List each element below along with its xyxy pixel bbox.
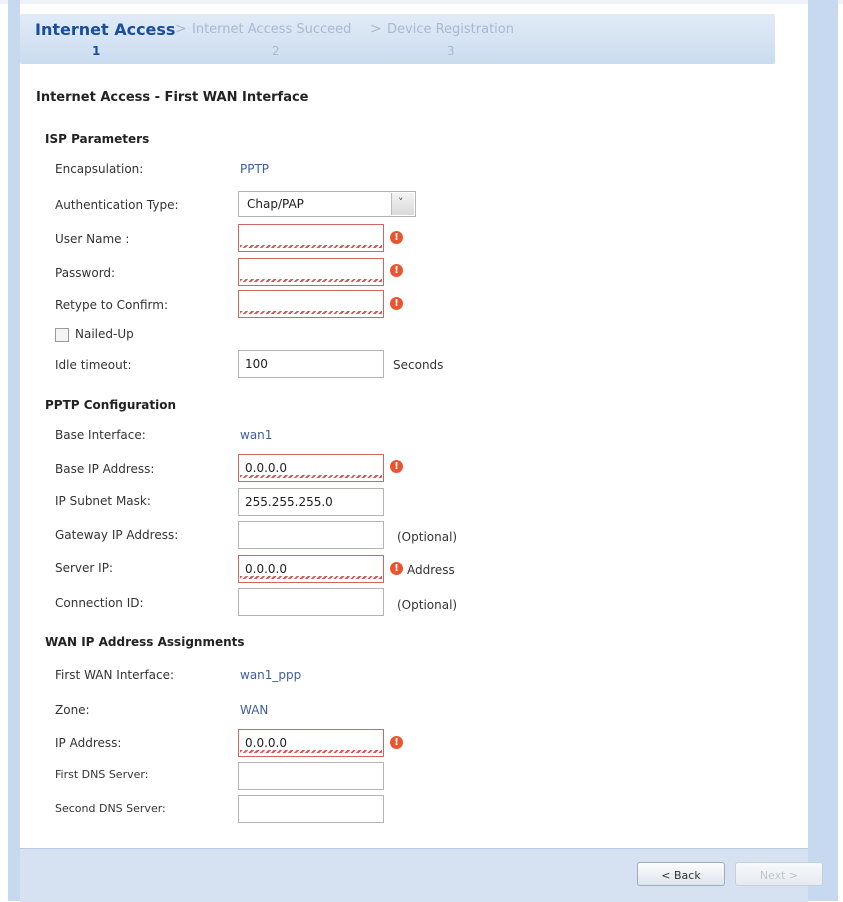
step-1-number: 1 [92,44,101,58]
connection-id-optional-note: (Optional) [397,598,458,612]
back-button[interactable]: < Back [637,862,725,886]
authentication-type-label: Authentication Type: [55,198,179,212]
first-wan-interface-label: First WAN Interface: [55,668,175,682]
warning-icon: ! [390,736,403,749]
wan-ip-assignments-heading: WAN IP Address Assignments [45,635,245,649]
step-3-number: 3 [447,44,455,58]
encapsulation-label: Encapsulation: [55,162,144,176]
warning-icon: ! [390,460,403,473]
next-button[interactable]: Next > [735,862,823,886]
validation-underline [240,576,382,579]
window-left-frame [8,0,20,901]
step-2-number: 2 [272,44,280,58]
step-internet-access-succeed[interactable]: Internet Access Succeed [192,22,352,37]
window-right-frame [808,0,838,901]
validation-underline [240,750,382,753]
first-dns-server-input[interactable] [238,762,384,790]
base-interface-label: Base Interface: [55,428,146,442]
step-internet-access[interactable]: Internet Access [35,20,176,39]
gateway-ip-address-input[interactable] [238,521,384,549]
chevron-down-icon: ˅ [398,196,404,209]
warning-icon: ! [390,264,403,277]
authentication-type-select[interactable] [238,191,416,217]
isp-parameters-heading: ISP Parameters [45,132,150,146]
zone-label: Zone: [55,703,90,717]
retype-confirm-label: Retype to Confirm: [55,298,169,312]
pptp-configuration-heading: PPTP Configuration [45,398,177,412]
connection-id-label: Connection ID: [55,596,144,610]
second-dns-server-label: Second DNS Server: [55,802,166,815]
idle-timeout-unit: Seconds [393,358,444,372]
authentication-type-selected: Chap/PAP [247,197,304,211]
idle-timeout-label: Idle timeout: [55,358,132,372]
ip-subnet-mask-input[interactable] [238,488,384,516]
validation-underline [240,311,382,314]
warning-icon: ! [390,562,403,575]
server-ip-suffix: Address [407,563,455,577]
server-ip-label: Server IP: [55,561,113,575]
gateway-ip-address-label: Gateway IP Address: [55,528,179,542]
validation-underline [240,279,382,282]
validation-underline [240,245,382,248]
validation-underline [240,475,382,478]
base-ip-address-label: Base IP Address: [55,462,155,476]
idle-timeout-input[interactable] [238,350,384,378]
connection-id-input[interactable] [238,588,384,616]
user-name-label: User Name : [55,232,130,246]
dropdown-button[interactable] [391,193,414,215]
encapsulation-value: PPTP [240,162,270,176]
warning-icon: ! [390,297,403,310]
page-title: Internet Access - First WAN Interface [36,90,309,105]
ip-subnet-mask-label: IP Subnet Mask: [55,494,151,508]
ip-address-label: IP Address: [55,736,122,750]
nailed-up-checkbox[interactable] [55,328,69,342]
step-separator-2: > [370,21,382,37]
step-device-registration[interactable]: Device Registration [387,22,514,37]
nailed-up-label: Nailed-Up [75,327,134,341]
warning-icon: ! [390,231,403,244]
base-interface-value: wan1 [240,428,273,442]
wizard-steps-bar [20,14,775,64]
password-label: Password: [55,266,116,280]
first-wan-interface-value: wan1_ppp [240,668,302,682]
gateway-optional-note: (Optional) [397,530,458,544]
second-dns-server-input[interactable] [238,795,384,823]
step-separator-1: > [175,21,187,37]
first-dns-server-label: First DNS Server: [55,768,149,781]
zone-value: WAN [240,703,269,717]
